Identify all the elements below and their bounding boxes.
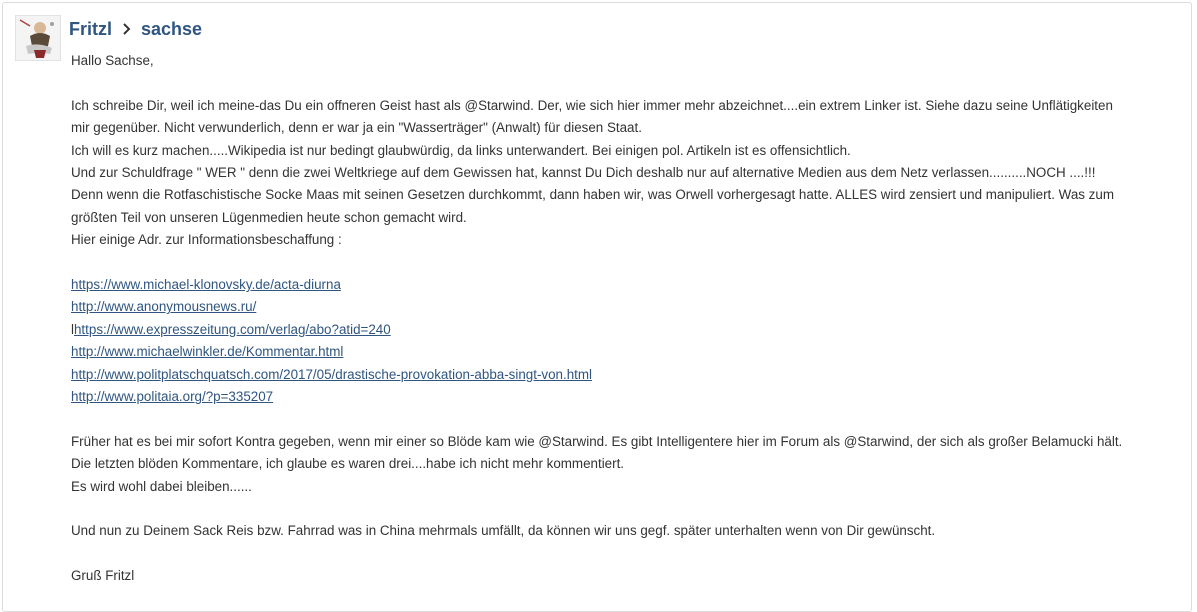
- sender-avatar[interactable]: [15, 15, 61, 61]
- message-text-line: Und zur Schuldfrage " WER " denn die zwei Weltkriege auf dem Gewissen hat, kannst Du Dich deshalb nur auf alternative Medien aus dem Netz verlassen..........NOCH ....!!!: [71, 165, 1096, 181]
- message-text-line: Früher hat es bei mir sofort Kontra gegeben, wenn mir einer so Blöde kam wie @Starwind. Es gibt Intelligentere hier im Forum als @Starwind, der sich als großer Belamucki hält.: [71, 433, 1123, 449]
- message-text-line: Ich will es kurz machen.....Wikipedia ist nur bedingt glaubwürdig, da links unterwandert. Bei einigen pol. Artikeln ist es offensichtlich.: [71, 142, 851, 158]
- recipient-name-link[interactable]: sachse: [141, 18, 203, 39]
- message-text-line: Hier einige Adr. zur Informationsbeschaffung :: [71, 232, 342, 248]
- message-text-line: Ich schreibe Dir, weil ich meine-das Du ein offneren Geist hast als @Starwind. Der, wie sich hier immer mehr abzeichnet....ein extrem Linker ist. Siehe dazu seine Unflätigkeiten: [71, 97, 1113, 113]
- avatar-icon: [16, 16, 60, 60]
- link-line: [71, 274, 1191, 296]
- conversation-header: [69, 17, 202, 41]
- link-line: [71, 364, 1191, 386]
- message-body: [71, 50, 1191, 588]
- paragraph-spacer: [71, 252, 1191, 274]
- paragraph-spacer: [71, 408, 1191, 430]
- link-line: [71, 296, 1191, 318]
- paragraph-spacer: [71, 498, 1191, 520]
- message-signoff: Gruß Fritzl: [71, 568, 135, 584]
- message-text-line: Es wird wohl dabei bleiben......: [71, 478, 252, 494]
- chevron-right-icon: [122, 22, 132, 36]
- message-greeting: Hallo Sachse,: [71, 53, 154, 68]
- conversation-message-card: [2, 2, 1192, 612]
- link-line: [71, 386, 1191, 408]
- link-politaia[interactable]: http://www.politaia.org/?p=335207: [71, 389, 274, 405]
- message-text-line: Denn wenn die Rotfaschistische Socke Maas mit seinen Gesetzen durchkommt, dann haben wir, was Orwell vorhergesagt hatte. ALLES wird zensiert und manipuliert. Was zum: [71, 187, 1114, 203]
- link-prefix-text: l: [71, 321, 74, 337]
- link-anonymousnews[interactable]: http://www.anonymousnews.ru/: [71, 299, 257, 315]
- link-politplatschquatsch[interactable]: http://www.politplatschquatsch.com/2017/05/drastische-provokation-abba-singt-von.html: [71, 366, 593, 382]
- paragraph-spacer: [71, 543, 1191, 565]
- message-text-line: Die letzten blöden Kommentare, ich glaube es waren drei....habe ich nicht mehr kommentiert.: [71, 456, 625, 472]
- paragraph-spacer: [71, 72, 1191, 94]
- message-text-line: größten Teil von unseren Lügenmedien heute schon gemacht wird.: [71, 209, 467, 225]
- link-expresszeitung[interactable]: https://www.expresszeitung.com/verlag/abo?atid=240: [73, 321, 391, 337]
- link-line: [71, 319, 1191, 341]
- sender-name-link[interactable]: Fritzl: [69, 18, 112, 39]
- link-michaelwinkler[interactable]: http://www.michaelwinkler.de/Kommentar.html: [71, 344, 344, 360]
- message-text-line: mir gegenüber. Nicht verwunderlich, denn er war ja ein "Wasserträger" (Anwalt) für diesen Staat.: [71, 120, 642, 136]
- message-text-line: Und nun zu Deinem Sack Reis bzw. Fahrrad was in China mehrmals umfällt, da können wir uns gegf. später unterhalten wenn von Dir gewünscht.: [71, 523, 936, 539]
- link-michael-klonovsky[interactable]: https://www.michael-klonovsky.de/acta-diurna: [71, 277, 341, 293]
- link-line: [71, 341, 1191, 363]
